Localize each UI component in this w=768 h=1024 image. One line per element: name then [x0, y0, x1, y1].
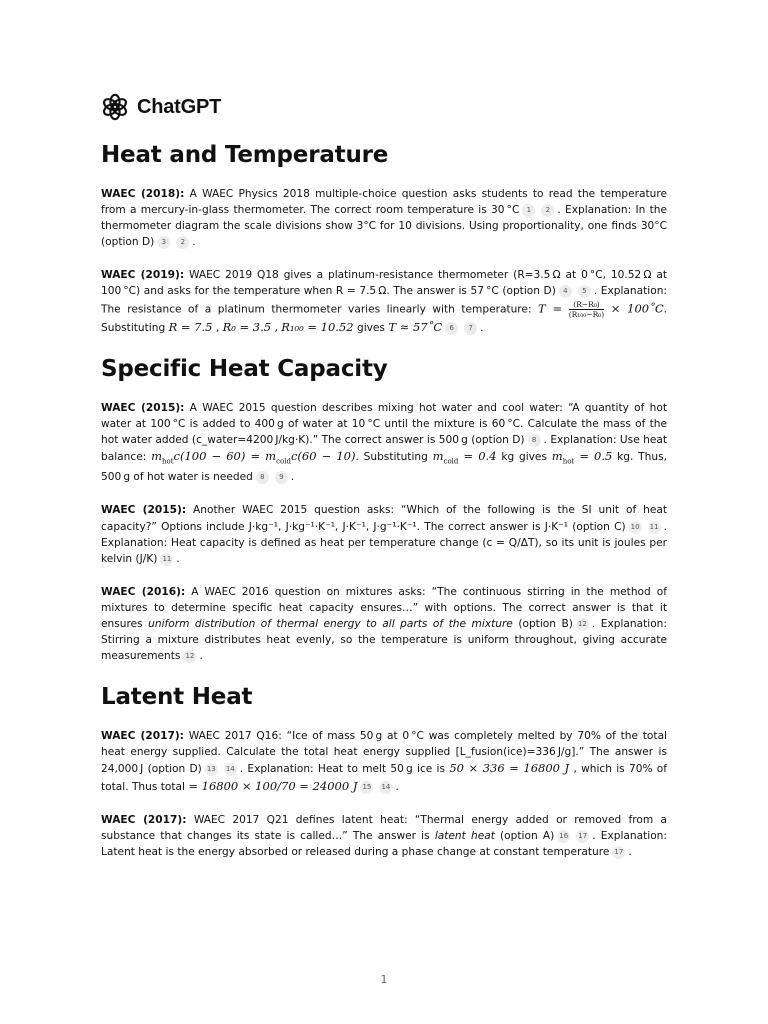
citation-badge[interactable]: 12: [183, 650, 196, 663]
citation-badge[interactable]: 17: [576, 830, 589, 843]
entry-text: . Substituting: [355, 450, 428, 463]
entry-text: .: [192, 236, 196, 249]
citation-badge[interactable]: 16: [557, 830, 570, 843]
entry-text: WAEC 2019 Q18 gives a platinum-resistance thermometer (R=3.5 Ω at 0 °C, 10.52 Ω at 100 °C) and asks for the temperature when R = 7.5 Ω. The answer is 57 °C (option D): [101, 269, 668, 298]
fraction-numerator: (R−R₀): [569, 300, 604, 310]
entry-text: A WAEC 2015 question describes mixing hot water and cool water: “A quantity of hot water at 100 °C is added to 400 g of water at 10 °C until the mixture is 60 °C. Calculate the mass of the hot water added (c_water=4200 J/kg·K).” The correct answer is 500 g (option D): [101, 401, 668, 446]
citation-badge[interactable]: 17: [612, 846, 625, 859]
entry-label: WAEC (2017):: [101, 813, 187, 826]
math-formula: $m_{cold} = 0.4$: [432, 448, 497, 466]
entry-text: . Explanation: Heat to melt 50 g ice is: [239, 763, 446, 776]
citation-badge[interactable]: 8: [256, 471, 269, 484]
entry-text: .: [628, 845, 632, 858]
fraction-denominator: (R₁₀₀−R₀): [568, 309, 605, 319]
entry-text: .: [395, 780, 399, 793]
math-formula: T ≈ 57˚C: [388, 319, 443, 334]
math-formula: R₀ = 3.5: [222, 319, 272, 334]
entry-text: , which is 70% of total. Thus total: [101, 763, 667, 793]
entry-text: (option B): [518, 617, 573, 630]
citation-badge[interactable]: 4: [559, 285, 572, 298]
entry-waec-2019: [101, 267, 667, 335]
math-formula: $m_{hot}c(100 - 60) = m_{cold}c(60 - 10)$: [151, 448, 356, 466]
math-formula: × 100˚C: [610, 301, 664, 316]
brand-name: ChatGPT: [137, 95, 222, 118]
entry-text: kg. Thus, 500 g of hot water is needed: [101, 450, 667, 484]
entry-text: .: [176, 552, 180, 565]
entry-waec-2017-q16: [101, 728, 667, 794]
citation-badge[interactable]: 7: [464, 322, 477, 335]
entry-text: . Explanation: Stirring a mixture distributes heat evenly, so the temperature is uniform throughout, giving accurate measurements: [101, 617, 667, 663]
entry-waec-2015-mixing: [101, 400, 667, 486]
math-formula: R₁₀₀ = 10.52: [281, 319, 354, 334]
citation-badge[interactable]: 10: [629, 521, 642, 534]
citation-badge[interactable]: 14: [379, 781, 392, 794]
entry-text: . Explanation: Latent heat is the energy absorbed or released during a phase change at constant temperature: [101, 829, 667, 858]
emphasized-answer: latent heat: [434, 829, 495, 842]
citation-badge[interactable]: 11: [160, 553, 173, 566]
entry-text: gives: [356, 321, 385, 334]
entry-label: WAEC (2016):: [101, 585, 186, 598]
entry-text: .: [290, 471, 295, 484]
chatgpt-logo-icon: [101, 93, 129, 121]
citation-badge[interactable]: 1: [522, 204, 535, 217]
entry-waec-2016: [101, 584, 667, 664]
entry-text: . Substituting: [101, 303, 668, 334]
entry-text: ,: [215, 321, 220, 334]
emphasized-answer: uniform distribution of thermal energy to all parts of the mixture: [148, 617, 513, 630]
brand-header: [101, 92, 667, 122]
math-formula: 50 × 336 = 16800 J: [449, 761, 570, 776]
citation-badge[interactable]: 2: [176, 236, 189, 249]
entry-label: WAEC (2019):: [101, 269, 185, 282]
entry-waec-2015-si-unit: [101, 502, 667, 566]
entry-text: .: [199, 650, 203, 663]
math-formula: T =: [538, 301, 563, 316]
section-title-latent-heat: Latent Heat: [101, 684, 253, 711]
entry-text: . Explanation: In the thermometer diagram the scale divisions show 3°C for 10 divisions. Using proportionality, one finds 30°C (option D): [101, 204, 667, 249]
citation-badge[interactable]: 6: [445, 322, 458, 335]
entry-label: WAEC (2017):: [101, 730, 184, 743]
entry-text: (option A): [500, 829, 555, 842]
citation-badge[interactable]: 8: [528, 434, 541, 447]
entry-waec-2017-q21: [101, 812, 667, 860]
entry-text: ,: [274, 321, 278, 334]
entry-text: A WAEC 2016 question on mixtures asks: “The continuous stirring in the method of mixtures to determine specific heat capacity ensures…” with options. The correct answer is that it ensures: [101, 585, 668, 630]
citation-badge[interactable]: 14: [224, 763, 237, 776]
entry-text: . Explanation: Heat capacity is defined as heat per temperature change (c = Q/ΔT), so its unit is joules per kelvin (J/K): [101, 520, 667, 565]
entry-text: . Explanation: Use heat balance:: [101, 433, 667, 463]
section-title-heat-and-temperature: Heat and Temperature: [101, 142, 389, 168]
entry-text: .: [480, 321, 484, 334]
page-number: 1: [380, 973, 388, 986]
citation-badge[interactable]: 15: [360, 781, 373, 794]
entry-text: kg gives: [501, 450, 547, 463]
entry-text: WAEC 2017 Q21 defines latent heat: “Thermal energy added or removed from a substance that changes its state is called…” The answer is: [101, 813, 667, 842]
entry-text: WAEC 2017 Q16: “Ice of mass 50 g at 0 °C was completely melted by 70% of the total heat energy supplied. Calculate the total heat energy supplied [L_fusion(ice)=336 J/g].” The answer is 24,000 J (option D): [101, 730, 668, 776]
entry-label: WAEC (2015):: [101, 504, 187, 517]
citation-badge[interactable]: 5: [578, 285, 591, 298]
entry-label: WAEC (2015):: [101, 401, 185, 414]
entry-waec-2018: [101, 186, 667, 250]
citation-badge[interactable]: 12: [576, 618, 589, 631]
math-formula: R = 7.5: [168, 319, 213, 334]
citation-badge[interactable]: 2: [541, 204, 554, 217]
entry-label: WAEC (2018):: [101, 188, 185, 200]
section-title-specific-heat-capacity: Specific Heat Capacity: [101, 355, 388, 382]
entry-text: A WAEC Physics 2018 multiple-choice question asks students to read the temperature from a mercury-in-glass thermometer. The correct room temperature is 30 °C: [101, 188, 667, 217]
entry-text: Another WAEC 2015 question asks: “Which of the following is the SI unit of heat capacity?” Options include J·kg⁻¹, J·kg⁻¹·K⁻¹, J·K⁻¹, J·g⁻¹·K⁻¹. The correct answer is J·K⁻¹ (option C): [101, 504, 667, 533]
document-page: [101, 92, 667, 860]
math-formula: = 16800 × 100/70 = 24000 J: [188, 778, 358, 793]
citation-badge[interactable]: 13: [205, 763, 218, 776]
math-formula: $m_{hot} = 0.5$: [551, 448, 613, 466]
citation-badge[interactable]: 11: [648, 521, 661, 534]
citation-badge[interactable]: 9: [275, 471, 288, 484]
entry-text: . Explanation: The resistance of a platinum thermometer varies linearly with temperature:: [101, 285, 667, 316]
math-fraction: [569, 300, 604, 319]
citation-badge[interactable]: 3: [157, 236, 170, 249]
